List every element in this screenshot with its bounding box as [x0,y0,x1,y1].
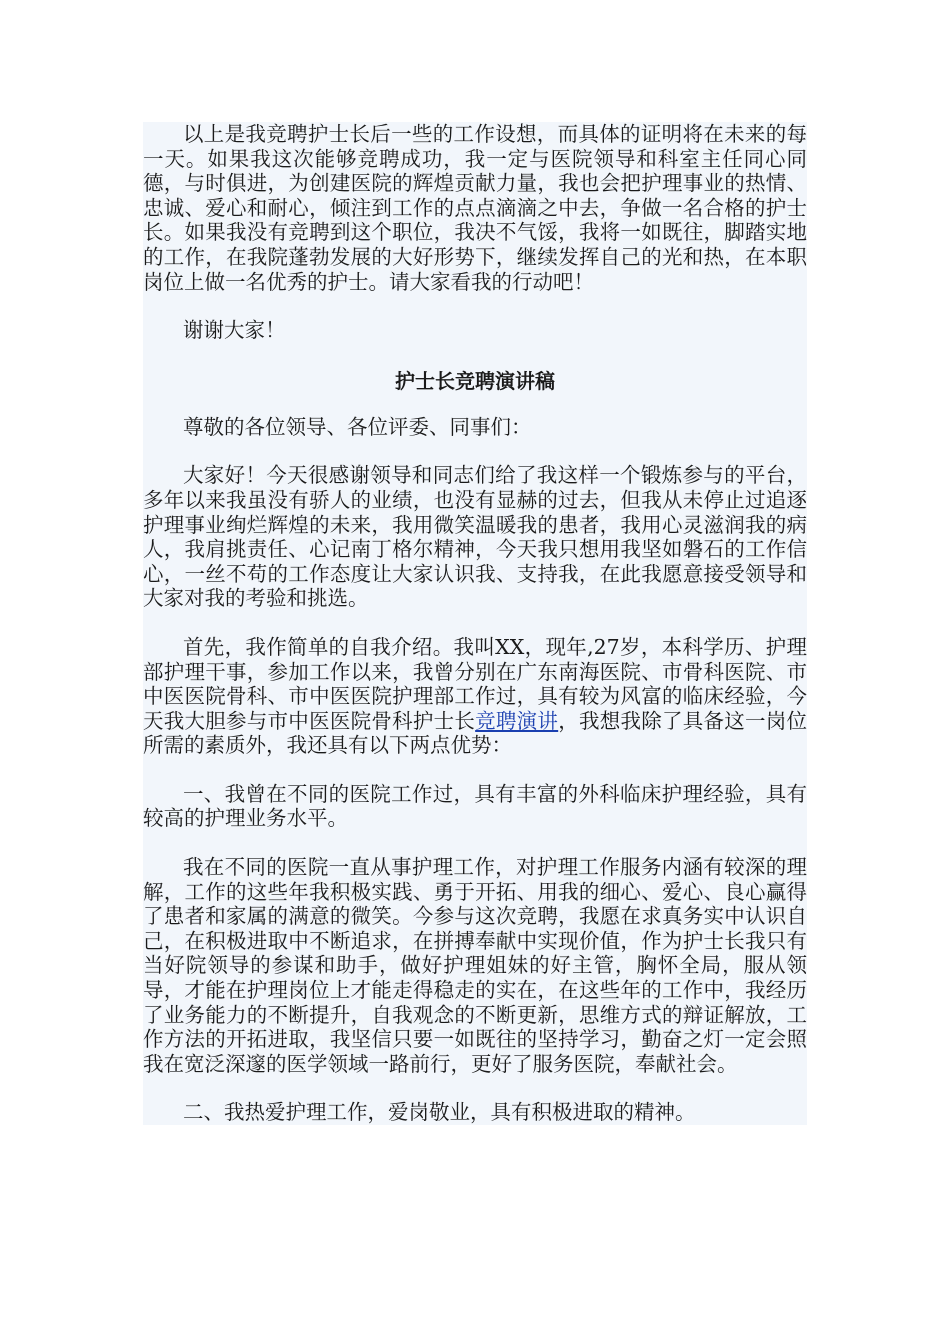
paragraph-advantage-two: 二、我热爱护理工作，爱岗敬业，具有积极进取的精神。 [183,1100,696,1125]
paragraph-greeting: 尊敬的各位领导、各位评委、同事们： [183,414,532,439]
paragraph-thanks: 谢谢大家！ [183,318,286,343]
paragraph-closing-plan: 以上是我竞聘护士长后一些的工作设想，而具体的证明将在未来的每一天。如果我这次能够竞聘成功，我一定与医院领导和科室主任同心同德，与时俱进，为创建医院的辉煌贡献力量，我也会把护理事业的热情、忠诚、爱心和耐心，倾注到工作的点点滴滴之中去，争做一名合格的护士长。如果我没有竞聘到这个职位，我决不气馁，我将一如既往，脚踏实地的工作，在我院蓬勃发展的大好形势下，继续发挥自己的光和热，在本职岗位上做一名优秀的护士。请大家看我的行动吧！ [143,122,807,294]
speech-title: 护士长竞聘演讲稿 [395,368,555,393]
paragraph-self-intro [143,635,807,758]
document-page [143,122,807,1125]
speech-link[interactable]: 竞聘演讲 [475,708,559,733]
paragraph-advantage-one: 一、我曾在不同的医院工作过，具有丰富的外科临床护理经验，具有较高的护理业务水平。 [143,781,807,831]
paragraph-opening: 大家好！今天很感谢领导和同志们给了我这样一个锻炼参与的平台，多年以来我虽没有骄人的业绩，也没有显赫的过去，但我从未停止过追逐护理事业绚烂辉煌的未来，我用微笑温暖我的患者，我用心灵滋润我的病人，我肩挑责任、心记南丁格尔精神，今天我只想用我坚如磐石的工作信心，一丝不苟的工作态度让大家认识我、支持我，在此我愿意接受领导和大家对我的考验和挑选。 [143,463,807,611]
document-body [143,122,807,1125]
paragraph-experience: 我在不同的医院一直从事护理工作，对护理工作服务内涵有较深的理解，工作的这些年我积极实践、勇于开拓、用我的细心、爱心、良心赢得了患者和家属的满意的微笑。今参与这次竞聘，我愿在求真务实中认识自己，在积极进取中不断追求，在拼搏奉献中实现价值，作为护士长我只有当好院领导的参谋和助手，做好护理姐妹的好主管，胸怀全局，服从领导，才能在护理岗位上才能走得稳走的实在，在这些年的工作中，我经历了业务能力的不断提升，自我观念的不断更新，思维方式的辩证解放，工作方法的开拓进取，我坚信只要一如既往的坚持学习，勤奋之灯一定会照我在宽泛深邃的医学领域一路前行，更好了服务医院，奉献社会。 [143,855,807,1076]
self-intro-text: 首先，我作简单的自我介绍。我叫XX，现年,27岁，本科学历、护理部护理干事，参加工作以来，我曾分别在广东南海医院、市骨科医院、市中医医院骨科、市中医医院护理部工作过，具有较为风富的临床经验，今天我大胆参与市中医医院骨科护士长 [143,634,807,733]
self-intro-text-end: ，我想我除了具备这一岗位所需的素质外，我还具有以下两点优势： [143,708,808,758]
